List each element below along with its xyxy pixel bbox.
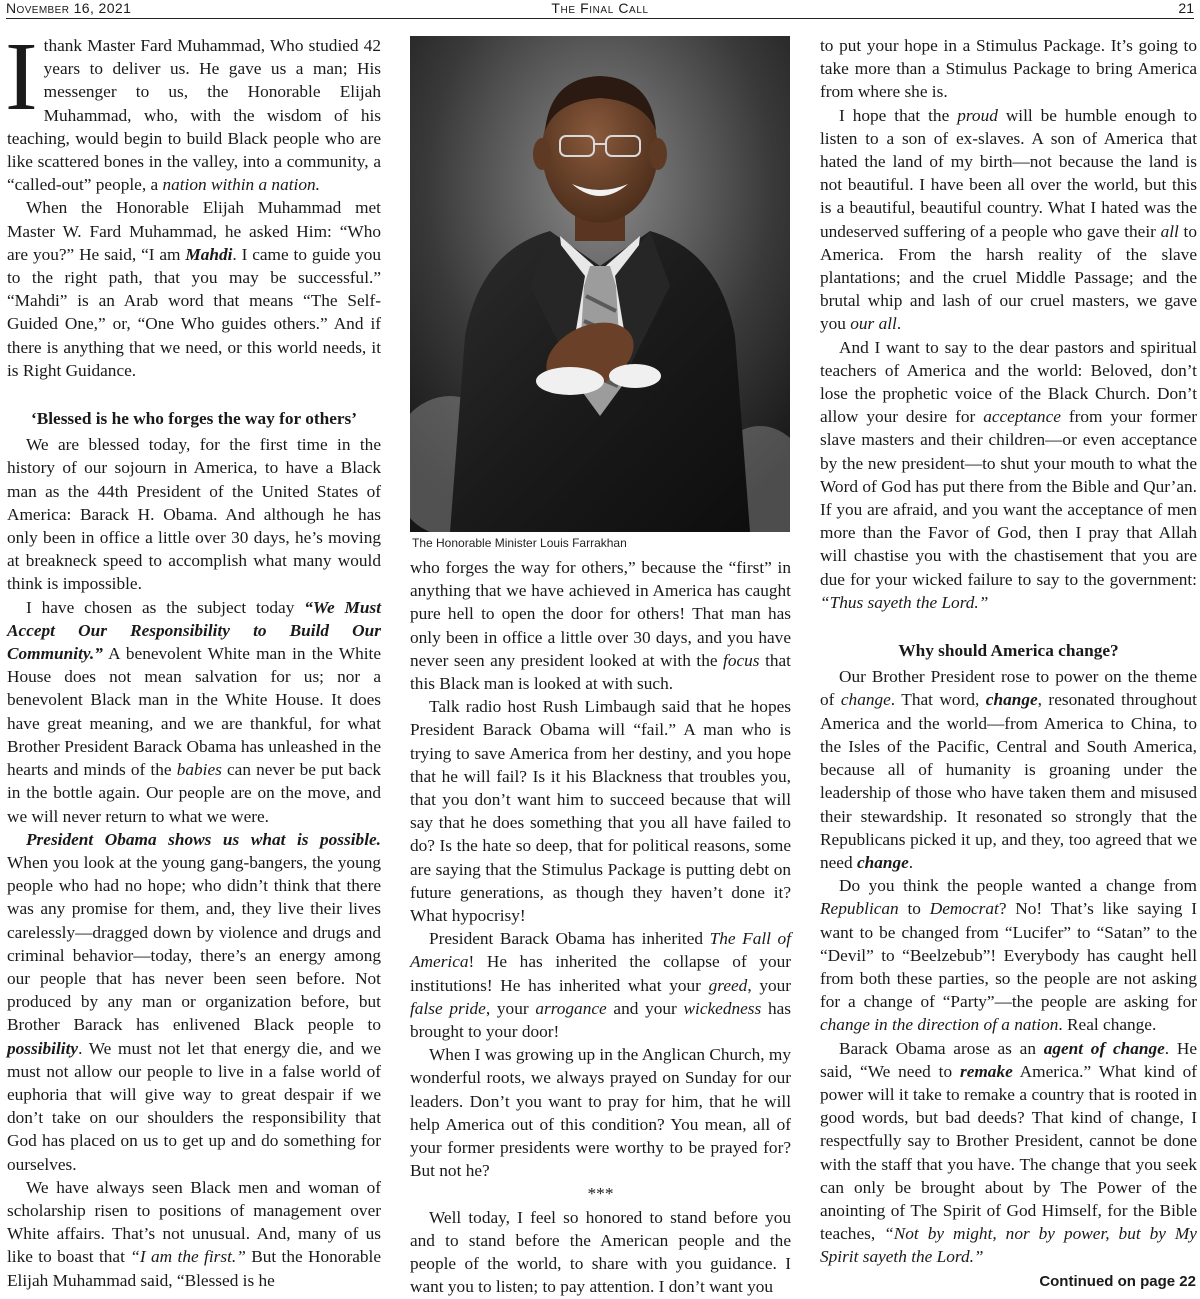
paragraph: to put your hope in a Stimulus Package. It’s going to take more than a Stimulus Package to bring America from where she is. bbox=[820, 36, 1197, 102]
photo-caption: The Honorable Minister Louis Farrakhan bbox=[412, 536, 627, 550]
bold-italic-run: Mahdi bbox=[185, 244, 233, 264]
text-run: When you look at the young gang-bangers, the young people who had no hope; who didn’t think that there was any promise for them, and, they live their lives carelessly—dragged down by violence and drugs and criminal behavior—today, there’s an energy among our people that has never been seen before. Not produced by any man or organization before, but Brother Barack has enlivened Black people to bbox=[7, 852, 381, 1035]
italic-run: greed bbox=[708, 975, 748, 995]
text-run: who forges the way for others,” because the “first” in anything that we have achieved in America has caught pure hell to open the door for others! That man has only been in office a little over 30 days, and you have never seen any president looked at with the bbox=[410, 558, 791, 670]
text-run: . He said, “We need to bbox=[820, 1038, 1198, 1081]
bold-italic-run: change bbox=[856, 852, 909, 872]
text-run: But the Honorable Elijah Muhammad said, “Blessed is he bbox=[7, 1247, 381, 1290]
paragraph bbox=[820, 336, 1197, 614]
article-column-2 bbox=[410, 556, 791, 1299]
italic-run: false pride bbox=[410, 998, 486, 1018]
paragraph bbox=[820, 665, 1197, 874]
italic-run: change bbox=[840, 690, 891, 710]
italic-run: wickedness bbox=[683, 998, 762, 1018]
italic-run: “Not by might, nor by power, but by My Spirit sayeth the Lord.” bbox=[820, 1224, 1197, 1267]
continued-on-link[interactable]: Continued on page 22 bbox=[1039, 1273, 1196, 1290]
opening-paragraph bbox=[5, 23, 381, 196]
subheading: ‘Blessed is he who forges the way for others’ bbox=[30, 409, 358, 429]
text-run: from your former slave masters and their children—or even acceptance by the new president—to shut your mouth to what the Word of God has put there from the Bible and Qur’an. If you are afraid, and you want the acceptance of men more than the Favor of God, then I pray that Allah will chastise you with the chastisement that you are due for your wicked failure to say to the government: bbox=[820, 407, 1197, 589]
text-run: We have always seen Black men and woman of scholarship risen to positions of management over White affairs. That’s not unusual. And, many of us like to boast that bbox=[7, 1177, 381, 1267]
text-run: . That word, bbox=[890, 690, 986, 710]
text-run: that this Black man is looked at with such. bbox=[410, 650, 791, 694]
italic-run: Republican bbox=[820, 899, 899, 919]
text-run: A benevolent White man in the White House does not mean salvation for us; nor a benevolent Black man in the White House. It does have great meaning, and we are thankful, for what Brother President Barack Obama has unleashed in the hearts and minds of the bbox=[7, 644, 381, 780]
italic-run: focus bbox=[723, 650, 760, 670]
text-run: And I want to say to the dear pastors and spiritual teachers of America and the world: Beloved, don’t lose the prophetic voice of the Black Church. Don’t allow your desire for bbox=[820, 337, 1197, 427]
paragraph: Well today, I feel so honored to stand before you and to stand before the American people and the people of the world, to share with you guidance. I want you to listen; to pay attention. I don’t want you bbox=[410, 1207, 791, 1297]
italic-run: our all bbox=[850, 314, 897, 334]
bold-italic-run: agent of change bbox=[1043, 1038, 1165, 1058]
text-run: has brought to your door! bbox=[410, 998, 792, 1042]
article-column-1 bbox=[5, 23, 382, 1292]
italic-run: all bbox=[1160, 221, 1179, 241]
bold-italic-run: “We Must Accept Our Responsibility to Build Our Community.” bbox=[7, 597, 381, 664]
text-run: will be humble enough to listen to a son of ex-slaves. A son of America that hated the land of my birth—not because the land is not beautiful. I have been all over the world, but this is a beautiful, beautiful country. What I hated was the undeserved suffering of a people who gave their bbox=[820, 105, 1197, 241]
text-run: and your bbox=[606, 998, 684, 1018]
bold-italic-run: possibility bbox=[7, 1038, 79, 1058]
section-break: *** bbox=[587, 1184, 614, 1204]
paragraph: We are blessed today, for the first time in the history of our sojourn in America, to have a Black man as the 44th President of the United States of America: Barack H. Obama. And although he has only been in office a little over 30 days, he’s moving at breakneck speed to accomplish what many would think is impossible. bbox=[7, 435, 381, 594]
italic-run: Democrat bbox=[929, 899, 999, 919]
text-run: thank Master Fard Muhammad, Who studied 42 years to deliver us. He gave us a man; His messenger to us, the Honorable Elijah Muhammad, who, with the wisdom of his teaching, would begin to build Black people who are like scattered bones in the valley, into a community, a “called-out” people, a bbox=[7, 36, 381, 195]
italic-run: The Fall of America bbox=[410, 929, 791, 972]
bold-italic-run: President Obama shows us what is possible. bbox=[26, 829, 381, 849]
italic-run: nation within a nation. bbox=[162, 175, 320, 195]
italic-run: “I am the first.” bbox=[130, 1247, 246, 1267]
text-run: . bbox=[908, 852, 914, 872]
portrait-illustration bbox=[410, 36, 790, 532]
paragraph bbox=[410, 556, 791, 695]
text-run: , your bbox=[747, 975, 791, 995]
paragraph bbox=[7, 196, 381, 382]
text-run: America.” What kind of power will it take to remake a country that is rooted in good words, but bad deeds? That kind of change, I respectfully say to Brother President, cannot be done with the staff that you have. The change that you seek can only be brought about by The Power of the anointing of The Spirit of God Himself, for the Bible teaches, bbox=[820, 1061, 1197, 1244]
italic-run: arrogance bbox=[535, 998, 607, 1018]
text-run: to America. From the harsh reality of the slave plantations; and the cruel Middle Passage; and the brutal whip and lash of our cruel masters, we gave you bbox=[820, 221, 1197, 334]
text-run: , resonated throughout America and the world—from America to China, to the Isles of the Pacific, Central and South America, because all of humanity is groaning under the leadership of those who have taken them and misused their stewardship. It resonated so strongly that the Republicans picked it up, and they, too agreed that we need bbox=[820, 690, 1197, 872]
bold-italic-run: change bbox=[985, 690, 1038, 710]
portrait-photo bbox=[410, 36, 790, 532]
text-run: Our Brother President rose to power on the theme of bbox=[820, 667, 1197, 710]
text-run: I hope that the bbox=[839, 105, 958, 125]
text-run: ? No! That’s like saying I want to be changed from “Lucifer” to “Satan” to the “Devil” to “Beelzebub”! Everybody has caught hell from both these parties, so the people are not asking for a change of “Party”—the people are asking for bbox=[820, 899, 1197, 1012]
paragraph bbox=[820, 874, 1197, 1036]
text-run: . I came to guide you to the right path, that you may be successful.” “Mahdi” is an Arab word that means “The Self-Guided One,” or, “One Who guides others.” And if there is anything that we need, or this world needs, it is Right Guidance. bbox=[7, 244, 382, 380]
text-run: ! He has inherited the collapse of your institutions! He has inherited what your bbox=[410, 952, 791, 995]
text-run: Do you think the people wanted a change from bbox=[839, 876, 1197, 896]
text-run: . We must not let that energy die, and we must not allow our people to live in a false world of euphoria that will give way to great despair if we don’t take on our shoulders the responsibility that God has placed on us to get up and do something for ourselves. bbox=[7, 1038, 381, 1174]
paragraph bbox=[7, 596, 381, 828]
paragraph bbox=[820, 1037, 1197, 1269]
italic-run: acceptance bbox=[983, 407, 1061, 427]
page-header bbox=[6, 0, 1194, 19]
italic-run: change in the direction of a nation bbox=[820, 1015, 1059, 1035]
issue-date: November 16, 2021 bbox=[6, 0, 132, 16]
italic-run: babies bbox=[176, 760, 222, 780]
italic-run: “Thus sayeth the Lord.” bbox=[820, 592, 989, 612]
text-run: , your bbox=[485, 998, 536, 1018]
text-run: can never be put back in the bottle again. Our people are on the move, and we will never return to what we were. bbox=[7, 760, 381, 826]
text-run: . bbox=[896, 314, 902, 334]
text-run: I have chosen as the subject today bbox=[26, 597, 305, 617]
article-column-3 bbox=[820, 34, 1197, 1269]
text-run: to bbox=[898, 899, 930, 919]
paragraph: Talk radio host Rush Limbaugh said that he hopes President Barack Obama will “fail.” A man who is trying to save America from her destiny, and you hope that he will fail? Is it his Blackness that troubles you, that you don’t want him to succeed because that will say that he does something that you all have failed to do? Is the hate so deep, that for political reasons, some are saying that the Stimulus Package is putting debt on future generations, as though they haven’t done it? What hypocrisy! bbox=[410, 697, 791, 926]
text-run: President Barack Obama has inherited bbox=[429, 929, 710, 949]
paragraph bbox=[7, 828, 381, 1176]
paragraph bbox=[410, 927, 791, 1043]
paragraph bbox=[7, 1176, 381, 1292]
text-run: . Real change. bbox=[1058, 1015, 1157, 1035]
paragraph bbox=[820, 104, 1197, 336]
publication-name: The Final Call bbox=[551, 0, 649, 16]
bold-italic-run: remake bbox=[959, 1061, 1013, 1081]
text-run: Barack Obama arose as an bbox=[839, 1038, 1044, 1058]
italic-run: proud bbox=[957, 105, 998, 125]
paragraph: When I was growing up in the Anglican Church, my wonderful roots, we always prayed on Sunday for our leaders. Don’t you want to pray for him, that he will help America out of this condition? You mean, all of your former presidents were worthy to be prayed for? But not he? bbox=[410, 1045, 791, 1181]
text-run: When the Honorable Elijah Muhammad met Master W. Fard Muhammad, he asked Him: “Who are you?” He said, “I am bbox=[7, 198, 381, 264]
subheading: Why should America change? bbox=[898, 641, 1119, 661]
drop-cap: I bbox=[5, 23, 38, 131]
page-number: 21 bbox=[1178, 0, 1194, 16]
